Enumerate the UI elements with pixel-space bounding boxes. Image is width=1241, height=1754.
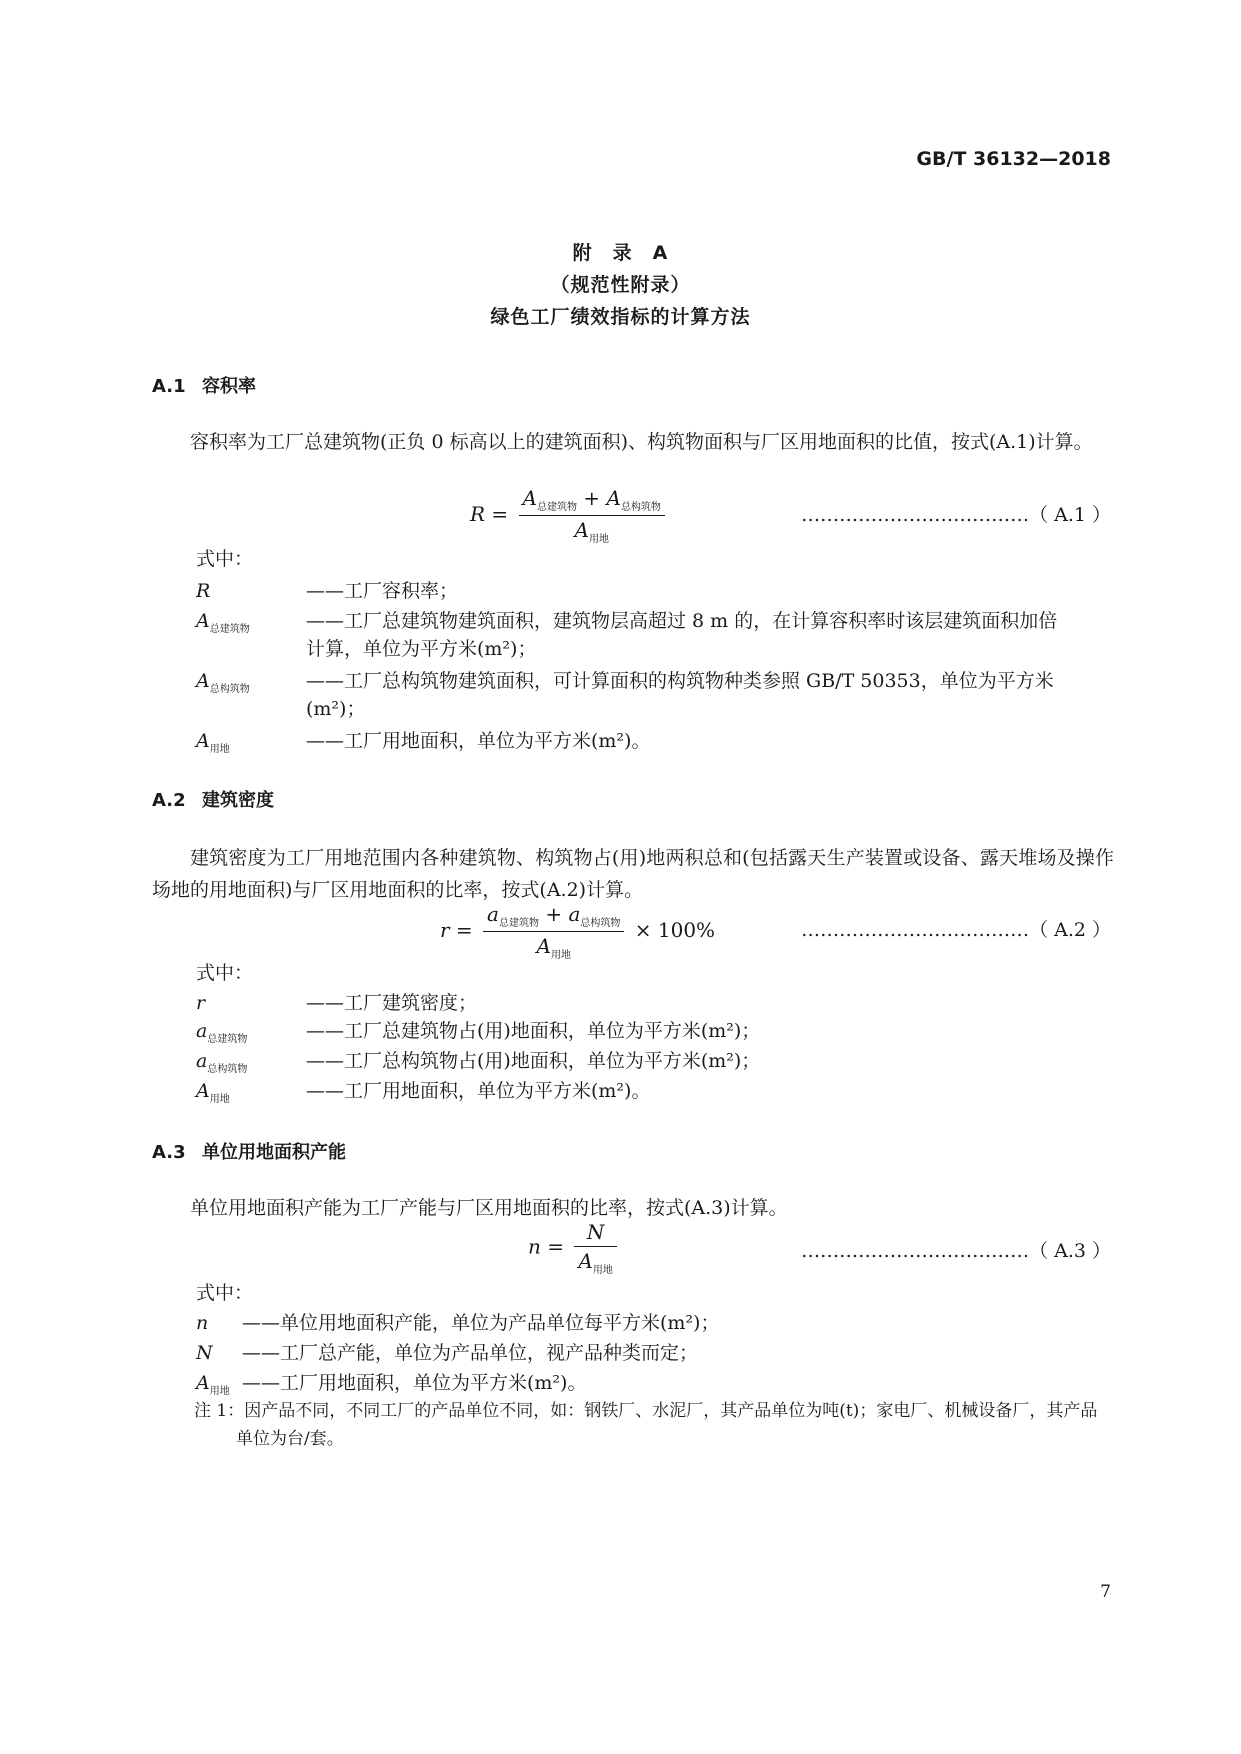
appendix-subtitle: （规范性附录）	[550, 274, 691, 296]
standard-number: GB/T 36132—2018	[916, 148, 1111, 170]
fraction: $\frac{N}{A_{用地}}$	[574, 1220, 616, 1276]
where-label: 式中：	[196, 548, 254, 570]
note: 注 1：因产品不同，不同工厂的产品单位不同，如：钢铁厂、水泥厂，其产品单位为吨(t)；家电厂、机械设备厂，其产品	[194, 1401, 1098, 1421]
definition-item: N ——工厂总产能，单位为产品单位，视产品种类而定；	[196, 1342, 699, 1364]
fraction: $\frac{A_{总建筑物} + A_{总构筑物}}{A_{用地}}$	[519, 486, 665, 545]
paragraph-a1: 容积率为工厂总建筑物(正负 0 标高以上的建筑面积)、构筑物面积与厂区用地面积的比值，按式(A.1)计算。	[190, 431, 1093, 453]
page-number: 7	[1100, 1582, 1111, 1602]
definition-continuation: 计算，单位为平方米(m²)；	[306, 638, 537, 660]
definition-item: $A_{总建筑物}$ ——工厂总建筑物建筑面积，建筑物层高超过 8 m 的，在计算容积率时该层建筑面积加倍	[196, 610, 1058, 635]
definition-item: $a_{总建筑物}$ ——工厂总建筑物占(用)地面积，单位为平方米(m²)；	[196, 1020, 761, 1045]
section-number: A.2	[152, 790, 186, 811]
paragraph-a3: 单位用地面积产能为工厂产能与厂区用地面积的比率，按式(A.3)计算。	[190, 1197, 788, 1219]
section-heading-a2	[152, 786, 274, 812]
definition-item: R ——工厂容积率；	[196, 580, 459, 602]
definition-item: $A_{用地}$ ——工厂用地面积，单位为平方米(m²)。	[196, 1080, 651, 1105]
definition-item: $a_{总构筑物}$ ——工厂总构筑物占(用)地面积，单位为平方米(m²)；	[196, 1050, 761, 1075]
where-label: 式中：	[196, 962, 254, 984]
paragraph-a2: 建筑密度为工厂用地范围内各种建筑物、构筑物占(用)地两积总和(包括露天生产装置或设备、露天堆场及操作场地的用地面积)与厂区用地面积的比率，按式(A.2)计算。	[152, 847, 1114, 901]
equation-number-a1: ………………………………（ A.1 ）	[801, 504, 1111, 526]
formula-a3: n = $\frac{N}{A_{用地}}$	[528, 1220, 621, 1276]
section-title: 单位用地面积产能	[202, 1142, 346, 1163]
section-title: 容积率	[202, 376, 256, 397]
appendix-title: 附 录 A	[572, 242, 669, 264]
where-label: 式中：	[196, 1282, 254, 1304]
definition-item: n ——单位用地面积产能，单位为产品单位每平方米(m²)；	[196, 1312, 720, 1334]
section-number: A.3	[152, 1142, 186, 1163]
definition-item: $A_{用地}$ ——工厂用地面积，单位为平方米(m²)。	[196, 1372, 587, 1397]
section-title: 建筑密度	[202, 790, 274, 811]
definition-item: $A_{用地}$ ——工厂用地面积，单位为平方米(m²)。	[196, 730, 651, 755]
appendix-heading: 绿色工厂绩效指标的计算方法	[490, 306, 751, 328]
equation-number-a3: ………………………………（ A.3 ）	[801, 1240, 1111, 1262]
formula-a2: r = $\frac{a_{总建筑物} + a_{总构筑物}}{A_{用地}}$ × 100%	[440, 902, 716, 961]
formula-a1: R = $\frac{A_{总建筑物} + A_{总构筑物}}{A_{用地}}$	[470, 486, 669, 545]
definition-item: r ——工厂建筑密度；	[196, 992, 478, 1014]
fraction: $\frac{a_{总建筑物} + a_{总构筑物}}{A_{用地}}$	[483, 902, 624, 961]
equation-number-a2: ………………………………（ A.2 ）	[801, 919, 1111, 941]
note-continuation: 单位为台/套。	[236, 1429, 344, 1449]
section-heading-a1	[152, 372, 256, 398]
definition-continuation: (m²)；	[306, 698, 366, 720]
section-number: A.1	[152, 376, 186, 397]
definition-item: $A_{总构筑物}$ ——工厂总构筑物建筑面积，可计算面积的构筑物种类参照 GB/T 50353，单位为平方米	[196, 670, 1054, 695]
section-heading-a3	[152, 1138, 346, 1164]
